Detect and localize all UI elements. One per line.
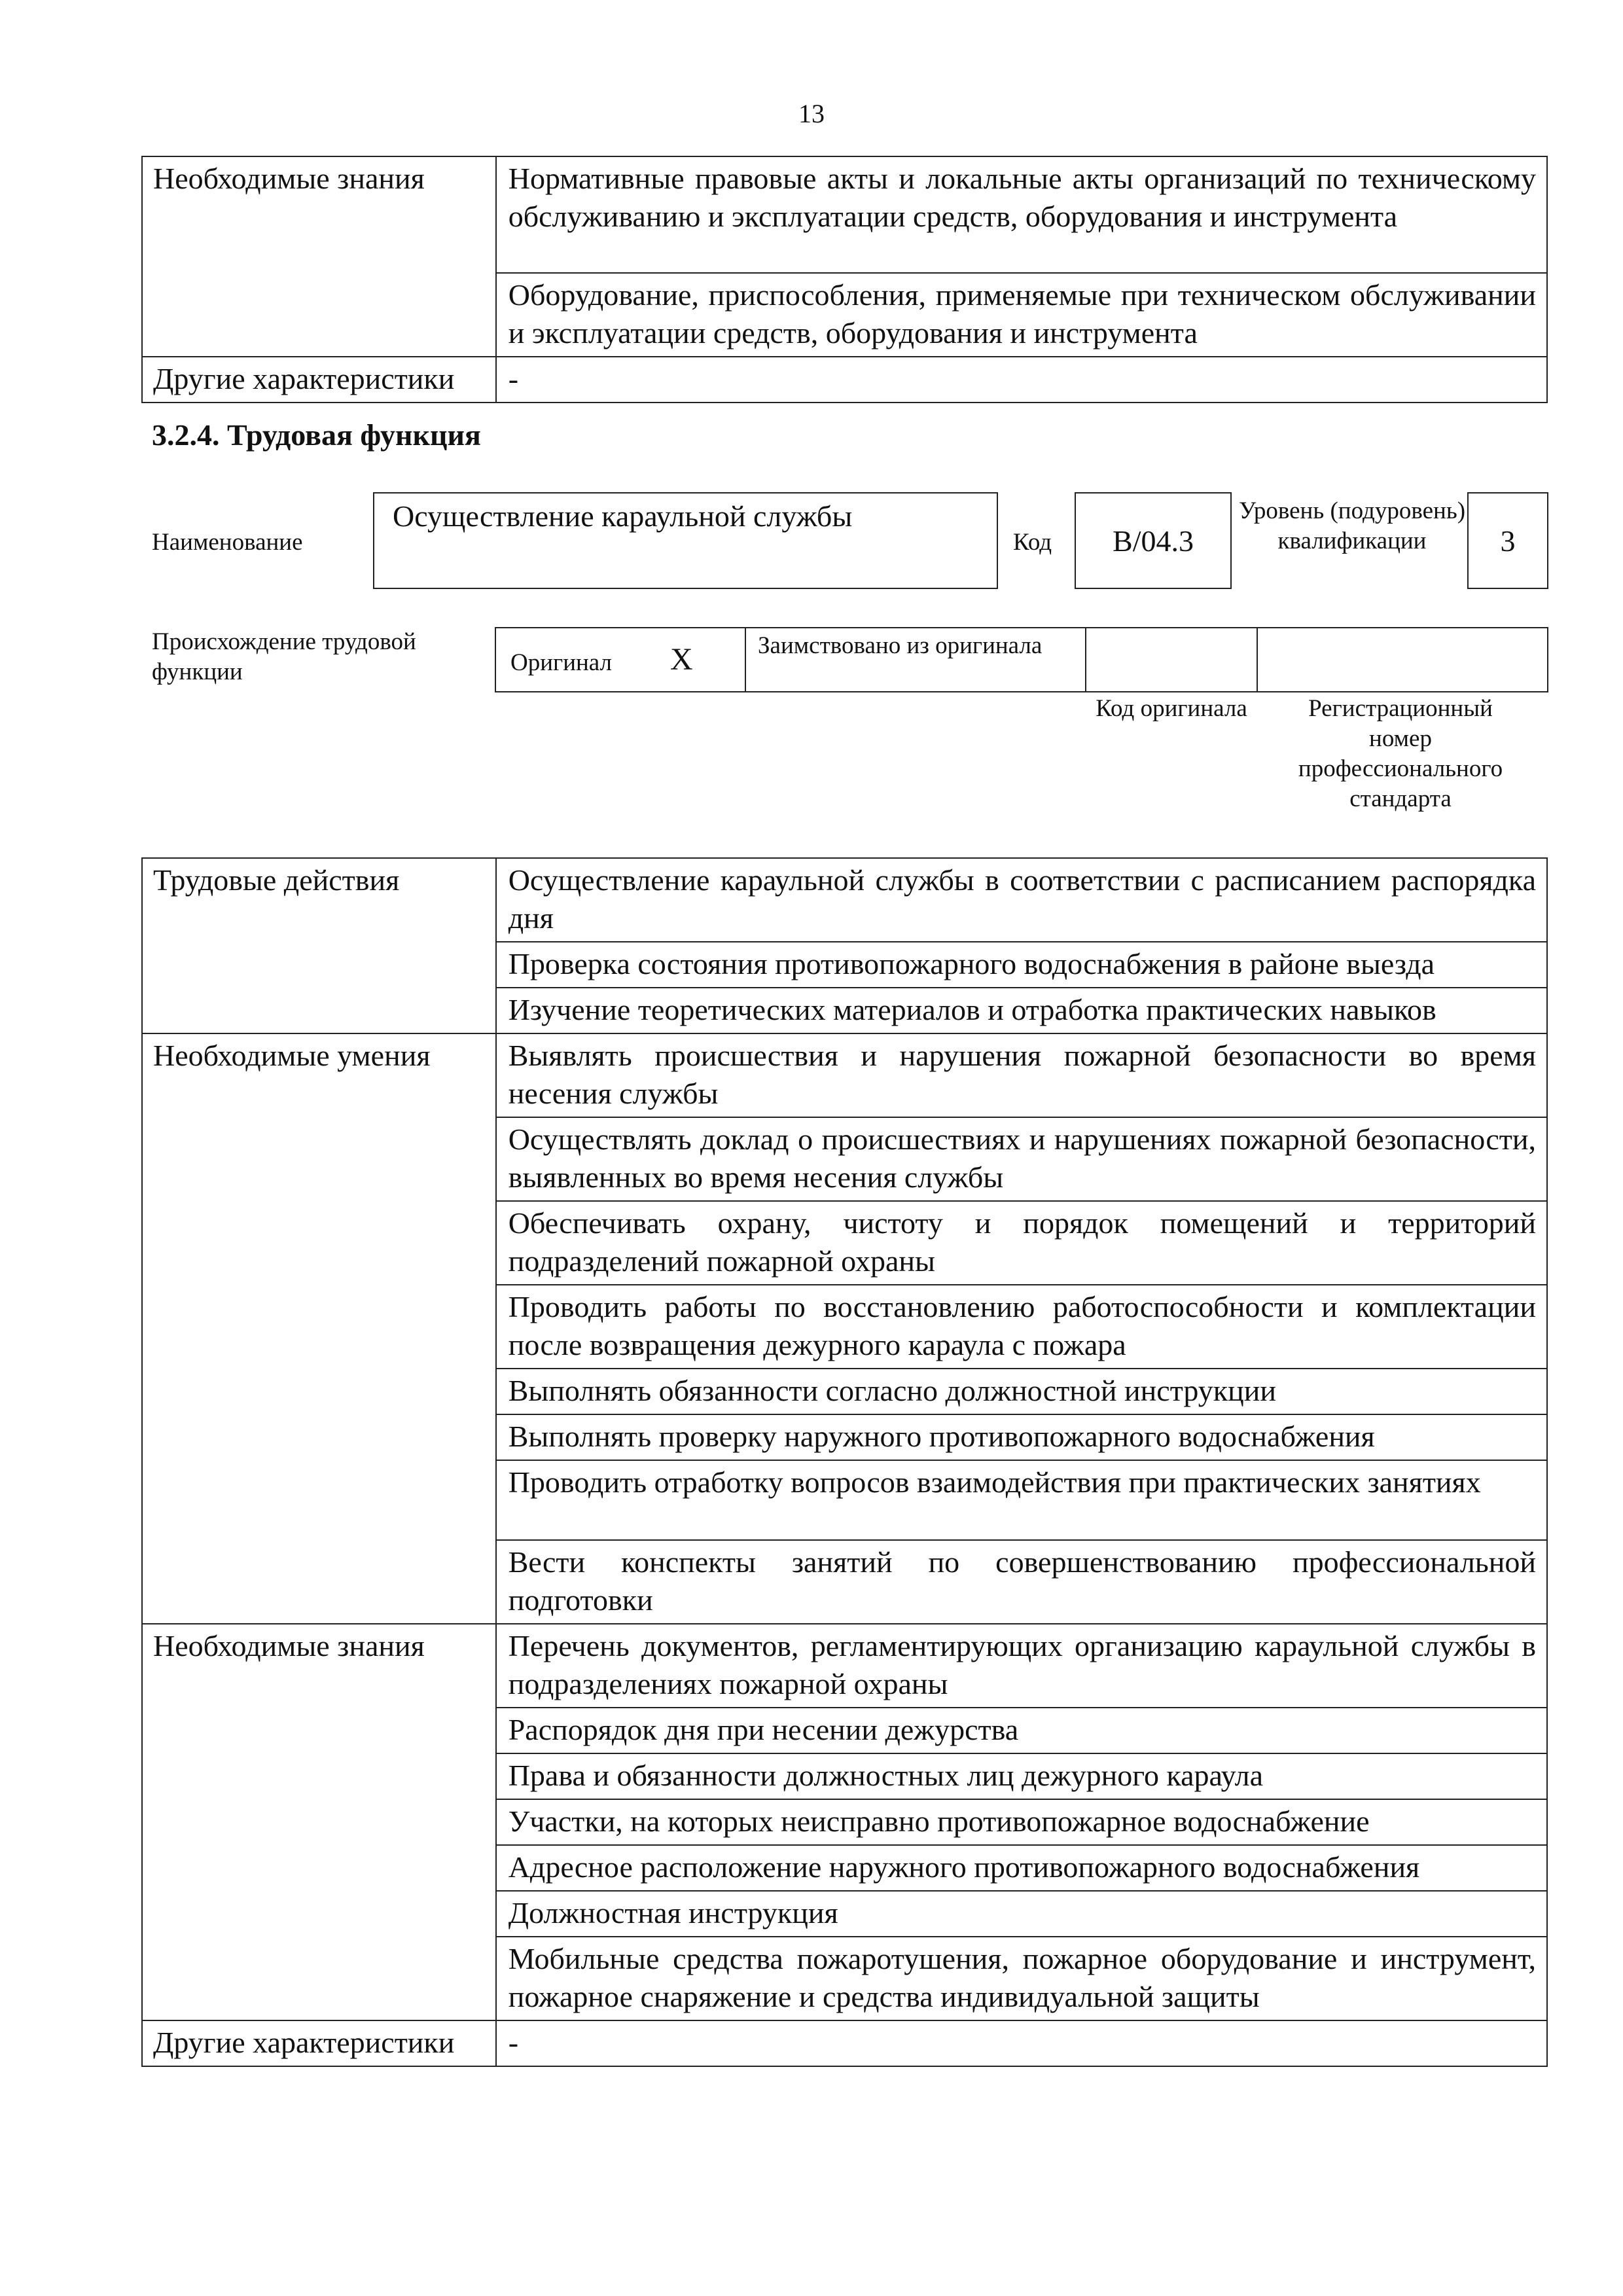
name-value: Осуществление караульной службы <box>393 499 853 533</box>
actions-label: Трудовые действия <box>142 858 496 1033</box>
skill-item: Проводить отработку вопросов взаимодействия при практических занятиях <box>496 1460 1547 1540</box>
knowledge-item: Мобильные средства пожаротушения, пожарное оборудование и инструмент, пожарное снаряжение и средства индивидуальной защиты <box>496 1937 1547 2020</box>
reg-number-box <box>1257 627 1548 692</box>
level-box <box>1467 492 1548 589</box>
level-value: 3 <box>1500 524 1516 558</box>
function-table <box>141 857 1548 2067</box>
skill-item: Выявлять происшествия и нарушения пожарной безопасности во время несения службы <box>496 1033 1547 1117</box>
knowledge-item: Распорядок дня при несении дежурства <box>496 1708 1547 1753</box>
knowledge-item: Оборудование, приспособления, применяемые при техническом обслуживании и эксплуатации средств, оборудования и инструмента <box>496 273 1547 357</box>
original-mark: X <box>670 642 693 677</box>
original-code-box <box>1085 627 1258 692</box>
origin-label: Происхождение трудовой функции <box>152 628 416 685</box>
page-number: 13 <box>798 99 825 128</box>
knowledge-item: Участки, на которых неисправно противопожарное водоснабжение <box>496 1799 1547 1845</box>
reg-number-caption: Регистрационный номер профессионального стандарта <box>1298 695 1503 812</box>
skill-item: Вести конспекты занятий по совершенствованию профессиональной подготовки <box>496 1540 1547 1624</box>
name-label: Наименование <box>152 529 303 556</box>
section-heading: 3.2.4. Трудовая функция <box>152 418 481 452</box>
skill-item: Осуществлять доклад о происшествиях и нарушениях пожарной безопасности, выявленных во время несения службы <box>496 1117 1547 1201</box>
other-label: Другие характеристики <box>142 2020 496 2066</box>
knowledge-label: Необходимые знания <box>142 1624 496 2020</box>
original-box <box>495 627 746 692</box>
other-label: Другие характеристики <box>142 357 496 403</box>
code-box <box>1075 492 1232 589</box>
knowledge-item: Нормативные правовые акты и локальные акты организаций по техническому обслуживанию и эксплуатации средств, оборудования и инструмента <box>496 156 1547 273</box>
knowledge-item: Адресное расположение наружного противопожарного водоснабжения <box>496 1845 1547 1891</box>
top-table <box>141 156 1548 403</box>
knowledge-item: Права и обязанности должностных лиц дежурного караула <box>496 1753 1547 1799</box>
action-item: Осуществление караульной службы в соответствии с расписанием распорядка дня <box>496 858 1547 942</box>
knowledge-item: Перечень документов, регламентирующих организацию караульной службы в подразделениях пожарной охраны <box>496 1624 1547 1708</box>
code-value: B/04.3 <box>1113 524 1194 558</box>
name-box <box>373 492 998 589</box>
action-item: Проверка состояния противопожарного водоснабжения в районе выезда <box>496 942 1547 988</box>
knowledge-label: Необходимые знания <box>142 156 496 357</box>
knowledge-item: Должностная инструкция <box>496 1891 1547 1937</box>
skill-item: Выполнять проверку наружного противопожарного водоснабжения <box>496 1414 1547 1460</box>
skill-item: Обеспечивать охрану, чистоту и порядок помещений и территорий подразделений пожарной охраны <box>496 1201 1547 1285</box>
original-label: Оригинал <box>510 649 613 676</box>
code-label: Код <box>1013 529 1052 556</box>
code-original-caption: Код оригинала <box>1096 695 1247 722</box>
other-value: - <box>496 357 1547 403</box>
skills-label: Необходимые умения <box>142 1033 496 1624</box>
action-item: Изучение теоретических материалов и отработка практических навыков <box>496 988 1547 1033</box>
borrowed-box <box>745 627 1086 692</box>
skill-item: Выполнять обязанности согласно должностной инструкции <box>496 1369 1547 1414</box>
other-value: - <box>496 2020 1547 2066</box>
skill-item: Проводить работы по восстановлению работоспособности и комплектации после возвращения дежурного караула с пожара <box>496 1285 1547 1369</box>
level-label: Уровень (подуровень) квалификации <box>1238 497 1466 554</box>
borrowed-label: Заимствовано из оригинала <box>758 632 1043 659</box>
